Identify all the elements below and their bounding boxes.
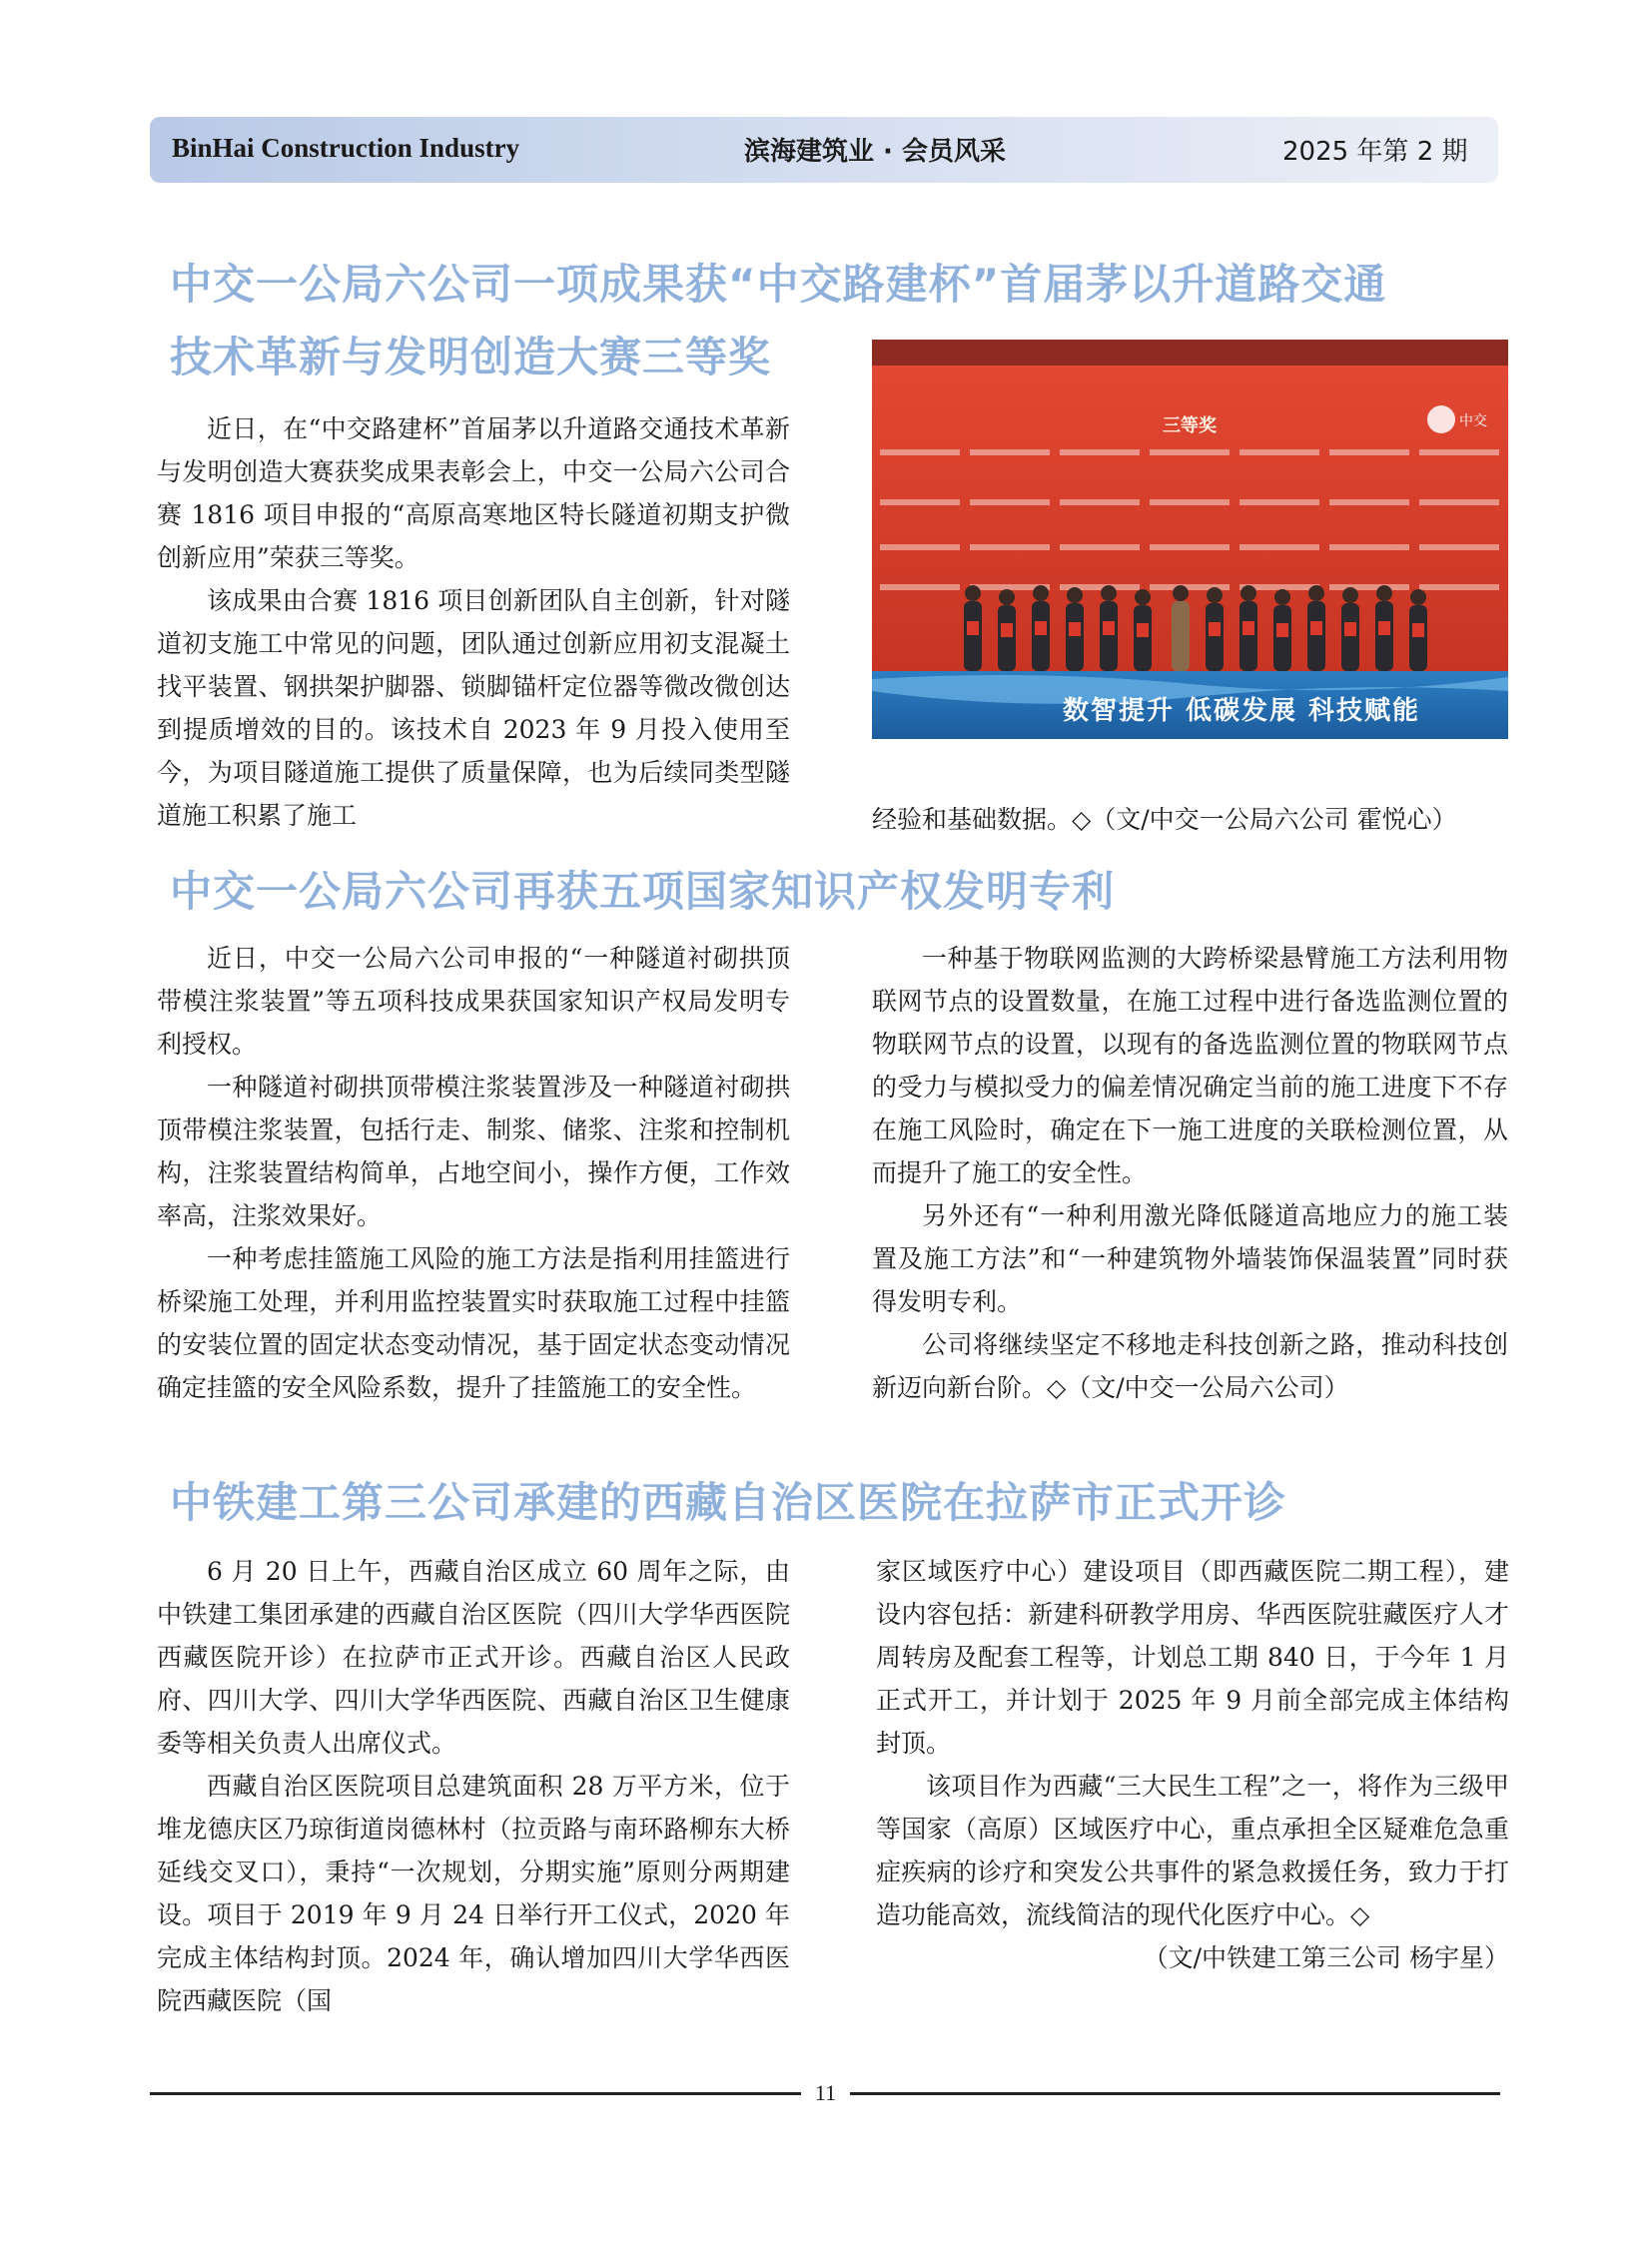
article2-paragraph: 公司将继续坚定不移地走科技创新之路，推动科技创新迈向新台阶。◇（文/中交一公局六公司）: [872, 1330, 1508, 1402]
article1-continuation: 经验和基础数据。◇（文/中交一公局六公司 霍悦心）: [872, 805, 1457, 834]
award-ceremony-photo: [872, 340, 1508, 739]
issue-number: 2025 年第 2 期: [1282, 137, 1468, 167]
article3-paragraph: 家区域医疗中心）建设项目（即西藏医院二期工程），建设内容包括：新建科研教学用房、华西医院驻藏医疗人才周转房及配套工程等，计划总工期 840 日，于今年 1 月正式开工，并计划于 2025 年 9 月前全部完成主体结构封顶。: [876, 1557, 1509, 1758]
photo-banner-text: 三等奖: [1163, 415, 1217, 436]
article1-title-line1: 中交一公局六公司一项成果获“中交路建杯”首届茅以升道路交通: [170, 260, 1387, 309]
photo-logo-text: 中交: [1459, 413, 1487, 429]
article3-left-column: [157, 1550, 790, 2022]
article2-right-column: [872, 937, 1508, 1409]
article3-paragraph: 该项目作为西藏“三大民生工程”之一，将作为三级甲等国家（高原）区域医疗中心，重点承担全区疑难危急重症疾病的诊疗和突发公共事件的紧急救援任务，致力于打造功能高效，流线简洁的现代化医疗中心。◇: [876, 1772, 1509, 1929]
article3-right-column: [876, 1550, 1509, 1979]
article1-body: [157, 407, 790, 837]
page-number: 11: [814, 2080, 837, 2105]
photo-slogan: 数智提升 低碳发展 科技赋能: [1062, 696, 1421, 726]
article1-title-line2: 技术革新与发明创造大赛三等奖: [170, 333, 772, 381]
article3-paragraph: 6 月 20 日上午，西藏自治区成立 60 周年之际，由中铁建工集团承建的西藏自治区医院（四川大学华西医院西藏医院开诊）在拉萨市正式开诊。西藏自治区人民政府、四川大学、四川大学华西医院、西藏自治区卫生健康委等相关负责人出席仪式。: [157, 1557, 790, 1758]
article2-paragraph: 一种考虑挂篮施工风险的施工方法是指利用挂篮进行桥梁施工处理，并利用监控装置实时获取施工过程中挂篮的安装位置的固定状态变动情况，基于固定状态变动情况确定挂篮的安全风险系数，提升了挂篮施工的安全性。: [157, 1244, 790, 1402]
article1-paragraph: 近日，在“中交路建杯”首届茅以升道路交通技术革新与发明创造大赛获奖成果表彰会上，中交一公局六公司合赛 1816 项目申报的“高原高寒地区特长隧道初期支护微创新应用”荣获三等奖。: [157, 414, 790, 572]
article2-left-column: [157, 937, 790, 1409]
article3-paragraph: 西藏自治区医院项目总建筑面积 28 万平方米，位于堆龙德庆区乃琼街道岗德林村（拉贡路与南环路柳东大桥延线交叉口），秉持“一次规划，分期实施”原则分两期建设。项目于 2019 年 9 月 24 日举行开工仪式，2020 年完成主体结构封顶。2024 年，确认增加四川大学华西医院西藏医院（国: [157, 1772, 790, 2015]
article2-paragraph: 近日，中交一公局六公司申报的“一种隧道衬砌拱顶带模注浆装置”等五项科技成果获国家知识产权局发明专利授权。: [157, 944, 790, 1059]
article1-paragraph: 该成果由合赛 1816 项目创新团队自主创新，针对隧道初支施工中常见的问题，团队通过创新应用初支混凝土找平装置、钢拱架护脚器、锁脚锚杆定位器等微改微创达到提质增效的目的。该技术自 2023 年 9 月投入使用至今，为项目隧道施工提供了质量保障，也为后续同类型隧道施工积累了施工: [157, 586, 790, 830]
journal-name: BinHai Construction Industry: [172, 133, 520, 163]
article2-paragraph: 一种隧道衬砌拱顶带模注浆装置涉及一种隧道衬砌拱顶带模注浆装置，包括行走、制浆、储浆、注浆和控制机构，注浆装置结构简单，占地空间小，操作方便，工作效率高，注浆效果好。: [157, 1073, 790, 1230]
article2-paragraph: 另外还有“一种利用激光降低隧道高地应力的施工装置及施工方法”和“一种建筑物外墙装饰保温装置”同时获得发明专利。: [872, 1201, 1508, 1316]
article2-paragraph: 一种基于物联网监测的大跨桥梁悬臂施工方法利用物联网节点的设置数量，在施工过程中进行备选监测位置的物联网节点的设置，以现有的备选监测位置的物联网节点的受力与模拟受力的偏差情况确定当前的施工进度下不存在施工风险时，确定在下一施工进度的关联检测位置，从而提升了施工的安全性。: [872, 944, 1508, 1187]
article2-title: 中交一公局六公司再获五项国家知识产权发明专利: [170, 867, 1116, 916]
award-ceremony-image: [872, 340, 1508, 739]
article3-byline: （文/中铁建工第三公司 杨宇星）: [1143, 1943, 1509, 1972]
section-title: 滨海建筑业 · 会员风采: [744, 137, 1006, 167]
footer-rule-right: [850, 2092, 1500, 2095]
footer-rule-left: [150, 2092, 801, 2095]
article3-title: 中铁建工第三公司承建的西藏自治区医院在拉萨市正式开诊: [170, 1478, 1287, 1527]
